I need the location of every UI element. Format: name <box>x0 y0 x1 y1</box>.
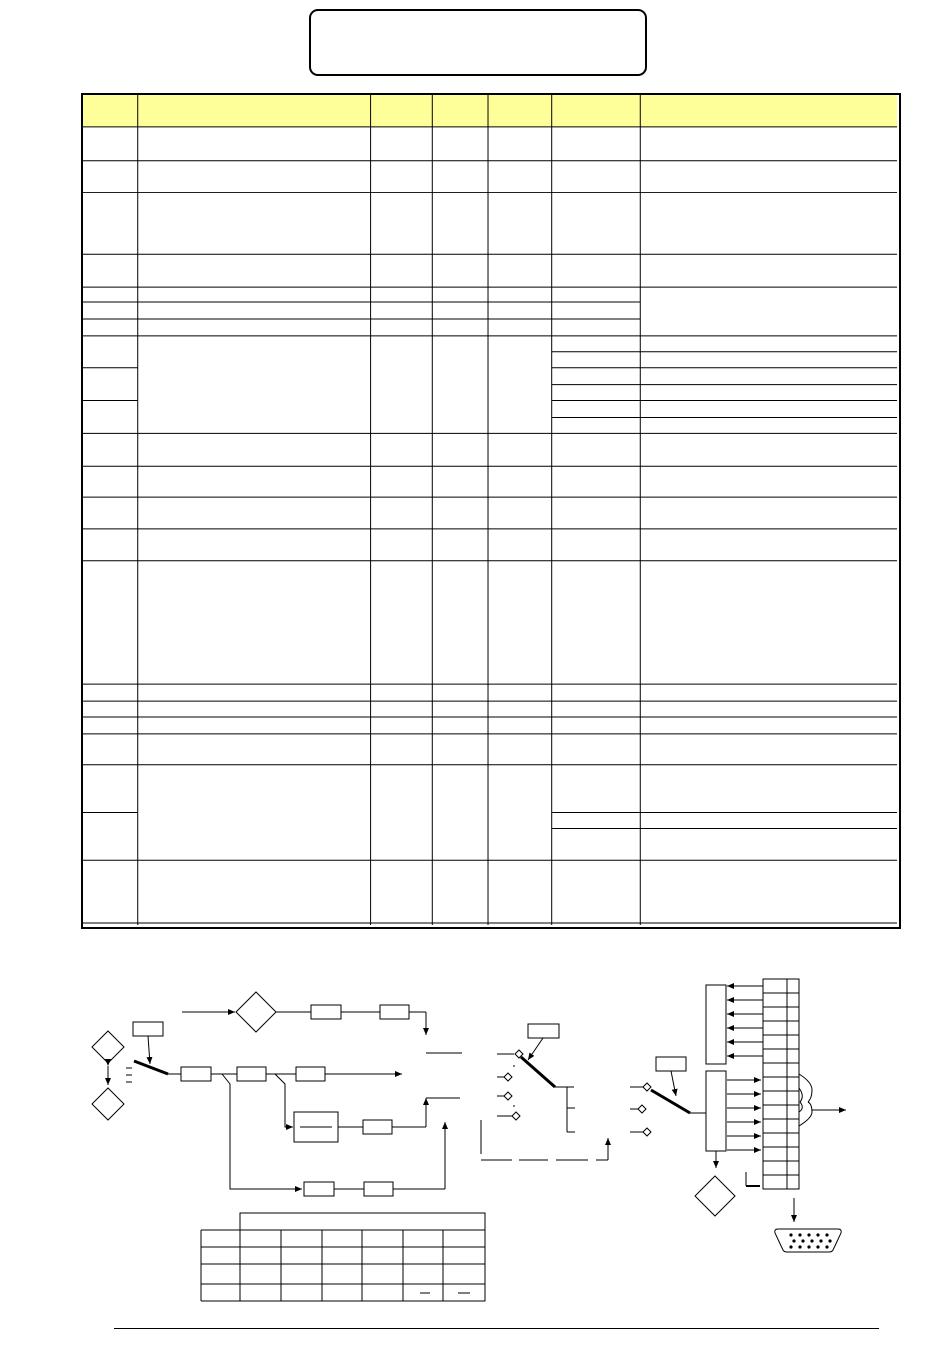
footer-rule <box>114 1328 879 1329</box>
table-grid <box>83 95 897 925</box>
parameter-table <box>81 93 901 929</box>
lookup-table <box>0 960 950 1320</box>
table-header-row <box>83 95 897 127</box>
page-title-box <box>309 9 647 76</box>
